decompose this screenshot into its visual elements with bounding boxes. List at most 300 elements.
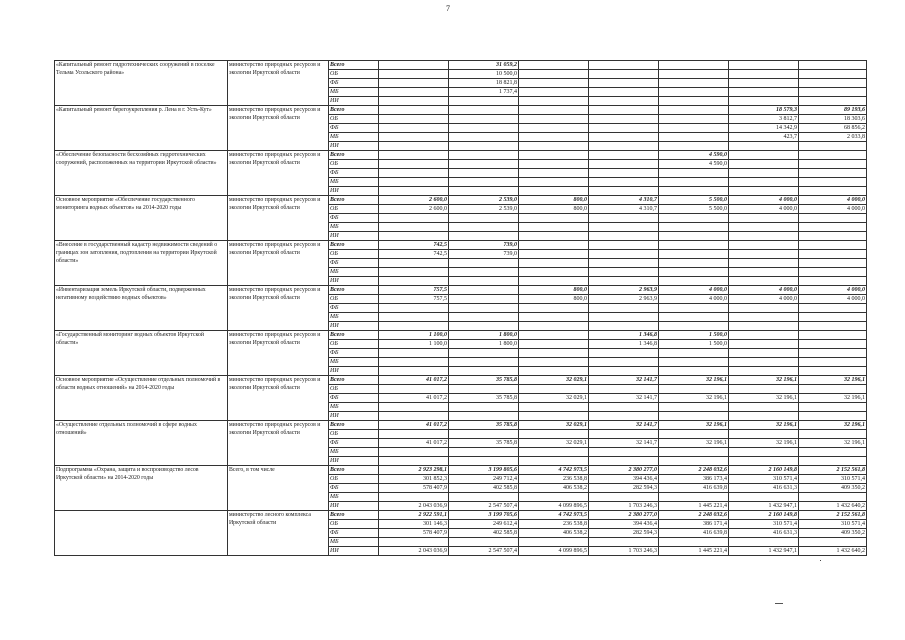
amount-cell [589,142,659,151]
table-row [55,241,867,250]
table-row [55,196,867,205]
amount-cell: 32 196,1 [659,439,729,448]
amount-cell: 32 196,1 [729,439,799,448]
amount-cell [589,457,659,466]
amount-cell [379,142,449,151]
funding-source-cell: МБ [329,403,379,412]
funding-source-cell: ИИ [329,97,379,106]
amount-cell: 301 852,3 [379,475,449,484]
amount-cell: 4 000,0 [729,286,799,295]
amount-cell [589,259,659,268]
amount-cell: 757,5 [379,295,449,304]
funding-source-cell: ИИ [329,367,379,376]
amount-cell [379,79,449,88]
funding-source-cell: ИИ [329,142,379,151]
amount-cell: 4 000,0 [799,286,867,295]
amount-cell [589,250,659,259]
amount-cell [449,448,519,457]
amount-cell [729,151,799,160]
activity-name-cell: Подпрограмма «Охрана, защита и воспроизводство лесов Иркутской области» на 2014-2020 годы [55,466,228,511]
amount-cell: 1 100,0 [379,340,449,349]
amount-cell: 578 407,9 [379,484,449,493]
amount-cell [379,367,449,376]
amount-cell: 4 000,0 [799,196,867,205]
amount-cell: 236 538,8 [519,520,589,529]
amount-cell [519,223,589,232]
amount-cell: 2 600,0 [379,205,449,214]
amount-cell: 18 821,8 [449,79,519,88]
amount-cell [379,538,449,547]
amount-cell: 2 547 507,4 [449,547,519,556]
amount-cell [729,61,799,70]
amount-cell [379,493,449,502]
amount-cell [659,61,729,70]
amount-cell [449,223,519,232]
amount-cell [799,250,867,259]
amount-cell [729,403,799,412]
amount-cell [379,385,449,394]
amount-cell [589,61,659,70]
amount-cell [729,367,799,376]
funding-source-cell: МБ [329,448,379,457]
amount-cell [799,538,867,547]
amount-cell [379,304,449,313]
amount-cell: 32 196,1 [729,376,799,385]
amount-cell [449,187,519,196]
amount-cell [519,61,589,70]
amount-cell [659,313,729,322]
funding-source-cell: Всего [329,151,379,160]
amount-cell [589,493,659,502]
amount-cell [519,430,589,439]
amount-cell: 310 571,4 [799,520,867,529]
amount-cell [799,178,867,187]
amount-cell [659,457,729,466]
amount-cell: 1 100,0 [379,331,449,340]
amount-cell: 739,0 [449,250,519,259]
funding-source-cell: ОБ [329,520,379,529]
amount-cell [519,124,589,133]
amount-cell: 2 963,9 [589,295,659,304]
funding-source-cell: ФБ [329,439,379,448]
funding-source-cell: Всего [329,241,379,250]
amount-cell: 35 785,8 [449,439,519,448]
amount-cell: 236 538,8 [519,475,589,484]
amount-cell [519,403,589,412]
amount-cell [799,187,867,196]
amount-cell: 416 631,3 [729,484,799,493]
amount-cell [729,223,799,232]
amount-cell [589,124,659,133]
amount-cell: 386 171,4 [659,520,729,529]
amount-cell: 2 547 507,4 [449,502,519,511]
amount-cell [449,349,519,358]
amount-cell: 32 196,1 [659,376,729,385]
amount-cell [589,322,659,331]
amount-cell [799,277,867,286]
amount-cell: 32 141,7 [589,394,659,403]
amount-cell [799,340,867,349]
funding-source-cell: ИИ [329,277,379,286]
amount-cell [729,538,799,547]
amount-cell [519,457,589,466]
amount-cell: 2 248 032,6 [659,511,729,520]
amount-cell: 1 445 221,4 [659,547,729,556]
amount-cell: 800,0 [519,196,589,205]
amount-cell: 32 196,1 [799,376,867,385]
amount-cell [589,133,659,142]
table-row [55,151,867,160]
amount-cell: 4 310,7 [589,196,659,205]
amount-cell: 41 017,2 [379,439,449,448]
executor-cell: министерство природных ресурсов и экологии Иркутской области [228,376,329,421]
amount-cell [519,268,589,277]
amount-cell [379,457,449,466]
amount-cell [449,259,519,268]
amount-cell [729,349,799,358]
amount-cell [449,169,519,178]
amount-cell [519,70,589,79]
amount-cell [379,70,449,79]
amount-cell: 3 199 705,6 [449,511,519,520]
activity-name-cell [55,511,228,556]
amount-cell [659,178,729,187]
amount-cell [799,367,867,376]
amount-cell [379,448,449,457]
amount-cell: 31 059,2 [449,61,519,70]
amount-cell: 742,5 [379,241,449,250]
amount-cell [379,97,449,106]
amount-cell [799,349,867,358]
amount-cell: 2 033,8 [799,133,867,142]
amount-cell [449,538,519,547]
amount-cell [519,259,589,268]
amount-cell [799,214,867,223]
amount-cell [799,403,867,412]
amount-cell: 32 196,1 [799,394,867,403]
amount-cell: 3 199 805,6 [449,466,519,475]
amount-cell [729,457,799,466]
amount-cell: 1 703 246,3 [589,502,659,511]
amount-cell: 4 000,0 [729,205,799,214]
amount-cell: 4 000,0 [729,196,799,205]
activity-name-cell: Основное мероприятие «Осуществление отдельных полномочий в области водных отношений» на 2014-2020 годы [55,376,228,421]
amount-cell: 32 029,1 [519,394,589,403]
amount-cell [379,430,449,439]
amount-cell: 18 579,3 [729,106,799,115]
amount-cell [659,259,729,268]
amount-cell: 68 856,2 [799,124,867,133]
table-row [55,421,867,430]
amount-cell [799,169,867,178]
table-row [55,331,867,340]
amount-cell [379,232,449,241]
amount-cell [659,322,729,331]
funding-source-cell: МБ [329,178,379,187]
budget-table [54,60,867,556]
amount-cell [449,277,519,286]
executor-cell: министерство природных ресурсов и экологии Иркутской области [228,241,329,286]
funding-source-cell: ФБ [329,394,379,403]
amount-cell [449,133,519,142]
amount-cell [379,160,449,169]
amount-cell [729,88,799,97]
amount-cell [799,268,867,277]
amount-cell [379,106,449,115]
amount-cell [449,367,519,376]
executor-cell: министерство природных ресурсов и экологии Иркутской области [228,106,329,151]
amount-cell [799,358,867,367]
amount-cell [379,178,449,187]
funding-source-cell: Всего [329,376,379,385]
amount-cell: 4 310,7 [589,205,659,214]
amount-cell: 32 196,1 [659,394,729,403]
amount-cell [519,304,589,313]
activity-name-cell: Основное мероприятие «Обеспечение государственного мониторинга водных объектов» на 2014-2020 годы [55,196,228,241]
funding-source-cell: ОБ [329,205,379,214]
executor-cell: министерство природных ресурсов и экологии Иркутской области [228,151,329,196]
amount-cell [589,412,659,421]
amount-cell [659,79,729,88]
amount-cell [519,538,589,547]
amount-cell: 32 029,1 [519,376,589,385]
amount-cell: 423,7 [729,133,799,142]
amount-cell [379,259,449,268]
funding-source-cell: ОБ [329,160,379,169]
amount-cell: 1 432 640,2 [799,502,867,511]
amount-cell: 2 963,9 [589,286,659,295]
amount-cell [449,115,519,124]
amount-cell [589,88,659,97]
amount-cell [799,79,867,88]
amount-cell [729,412,799,421]
amount-cell [659,385,729,394]
amount-cell [519,115,589,124]
amount-cell: 4 000,0 [799,205,867,214]
table-row [55,511,867,520]
amount-cell: 41 017,2 [379,394,449,403]
amount-cell [449,106,519,115]
amount-cell [799,448,867,457]
funding-source-cell: ОБ [329,475,379,484]
amount-cell: 402 585,8 [449,529,519,538]
amount-cell [659,214,729,223]
amount-cell [519,358,589,367]
table-row [55,106,867,115]
funding-source-cell: ИИ [329,232,379,241]
amount-cell [519,322,589,331]
amount-cell [589,430,659,439]
amount-cell [729,178,799,187]
amount-cell [729,259,799,268]
funding-source-cell: Всего [329,466,379,475]
amount-cell [519,79,589,88]
funding-source-cell: Всего [329,196,379,205]
activity-name-cell: «Обеспечение безопасности бесхозяйных гидротехнических сооружений, расположенных на территории Иркутской области» [55,151,228,196]
executor-cell: Всего, в том числе [228,466,329,511]
amount-cell: 757,5 [379,286,449,295]
amount-cell [659,304,729,313]
amount-cell [449,358,519,367]
amount-cell [519,412,589,421]
amount-cell: 32 196,1 [659,421,729,430]
amount-cell [379,151,449,160]
amount-cell [589,304,659,313]
amount-cell [729,214,799,223]
table-row [55,376,867,385]
amount-cell [659,88,729,97]
amount-cell: 386 173,4 [659,475,729,484]
amount-cell: 416 639,8 [659,529,729,538]
amount-cell [659,358,729,367]
amount-cell [449,142,519,151]
amount-cell [659,277,729,286]
amount-cell: 32 196,1 [799,439,867,448]
amount-cell [449,232,519,241]
margin-dot [820,560,821,561]
amount-cell [589,214,659,223]
amount-cell [659,124,729,133]
amount-cell [449,403,519,412]
funding-source-cell: ИИ [329,547,379,556]
amount-cell [799,430,867,439]
amount-cell [659,241,729,250]
funding-source-cell: ФБ [329,79,379,88]
amount-cell [449,97,519,106]
amount-cell: 2 539,0 [449,205,519,214]
amount-cell [379,322,449,331]
executor-cell: министерство природных ресурсов и экологии Иркутской области [228,61,329,106]
amount-cell [519,241,589,250]
amount-cell: 32 029,1 [519,439,589,448]
amount-cell [729,322,799,331]
amount-cell [449,178,519,187]
amount-cell [589,403,659,412]
amount-cell [659,349,729,358]
amount-cell: 89 193,6 [799,106,867,115]
amount-cell [799,223,867,232]
amount-cell [659,97,729,106]
table-row [55,61,867,70]
amount-cell [519,214,589,223]
amount-cell: 282 594,3 [589,484,659,493]
amount-cell: 2 152 561,8 [799,466,867,475]
amount-cell [589,70,659,79]
amount-cell [449,304,519,313]
amount-cell: 2 600,0 [379,196,449,205]
amount-cell: 18 303,6 [799,115,867,124]
amount-cell [729,304,799,313]
amount-cell [729,142,799,151]
funding-source-cell: МБ [329,358,379,367]
table-row [55,286,867,295]
amount-cell [799,385,867,394]
funding-source-cell: ОБ [329,250,379,259]
amount-cell: 41 017,2 [379,376,449,385]
amount-cell: 10 500,0 [449,70,519,79]
amount-cell [729,232,799,241]
amount-cell: 282 594,3 [589,529,659,538]
amount-cell: 1 737,4 [449,88,519,97]
amount-cell [659,268,729,277]
funding-source-cell: ОБ [329,385,379,394]
amount-cell: 409 350,2 [799,529,867,538]
amount-cell [519,340,589,349]
amount-cell [799,322,867,331]
amount-cell: 5 500,0 [659,196,729,205]
amount-cell [589,232,659,241]
funding-source-cell: МБ [329,268,379,277]
funding-source-cell: ИИ [329,502,379,511]
executor-cell: министерство природных ресурсов и экологии Иркутской области [228,331,329,376]
funding-source-cell: ФБ [329,259,379,268]
amount-cell: 310 571,4 [729,475,799,484]
amount-cell: 402 585,8 [449,484,519,493]
amount-cell: 249 612,4 [449,520,519,529]
amount-cell [379,115,449,124]
amount-cell [589,385,659,394]
amount-cell: 5 500,0 [659,205,729,214]
amount-cell [449,457,519,466]
amount-cell [659,70,729,79]
amount-cell [799,493,867,502]
amount-cell [519,349,589,358]
amount-cell [449,313,519,322]
executor-cell: министерство природных ресурсов и экологии Иркутской области [228,196,329,241]
amount-cell [519,97,589,106]
amount-cell [379,403,449,412]
amount-cell [449,151,519,160]
amount-cell [589,313,659,322]
amount-cell [589,187,659,196]
amount-cell [519,232,589,241]
amount-cell [659,412,729,421]
amount-cell [729,169,799,178]
amount-cell [589,106,659,115]
amount-cell [519,187,589,196]
amount-cell [449,286,519,295]
amount-cell [799,304,867,313]
amount-cell [659,448,729,457]
funding-source-cell: ФБ [329,124,379,133]
amount-cell [589,97,659,106]
amount-cell: 800,0 [519,295,589,304]
amount-cell [589,367,659,376]
page-number: 7 [446,4,450,13]
amount-cell: 800,0 [519,205,589,214]
amount-cell: 742,5 [379,250,449,259]
amount-cell [589,169,659,178]
amount-cell: 4 590,0 [659,160,729,169]
funding-source-cell: МБ [329,133,379,142]
amount-cell [729,250,799,259]
amount-cell [659,187,729,196]
amount-cell [659,493,729,502]
amount-cell: 394 436,4 [589,475,659,484]
amount-cell: 4 000,0 [799,295,867,304]
amount-cell: 4 000,0 [659,286,729,295]
amount-cell [589,223,659,232]
amount-cell [729,97,799,106]
executor-cell: министерство природных ресурсов и экологии Иркутской области [228,421,329,466]
amount-cell [519,160,589,169]
funding-source-cell: Всего [329,106,379,115]
amount-cell [799,457,867,466]
amount-cell: 1 500,0 [659,340,729,349]
amount-cell [589,538,659,547]
amount-cell [799,313,867,322]
amount-cell: 35 785,8 [449,421,519,430]
